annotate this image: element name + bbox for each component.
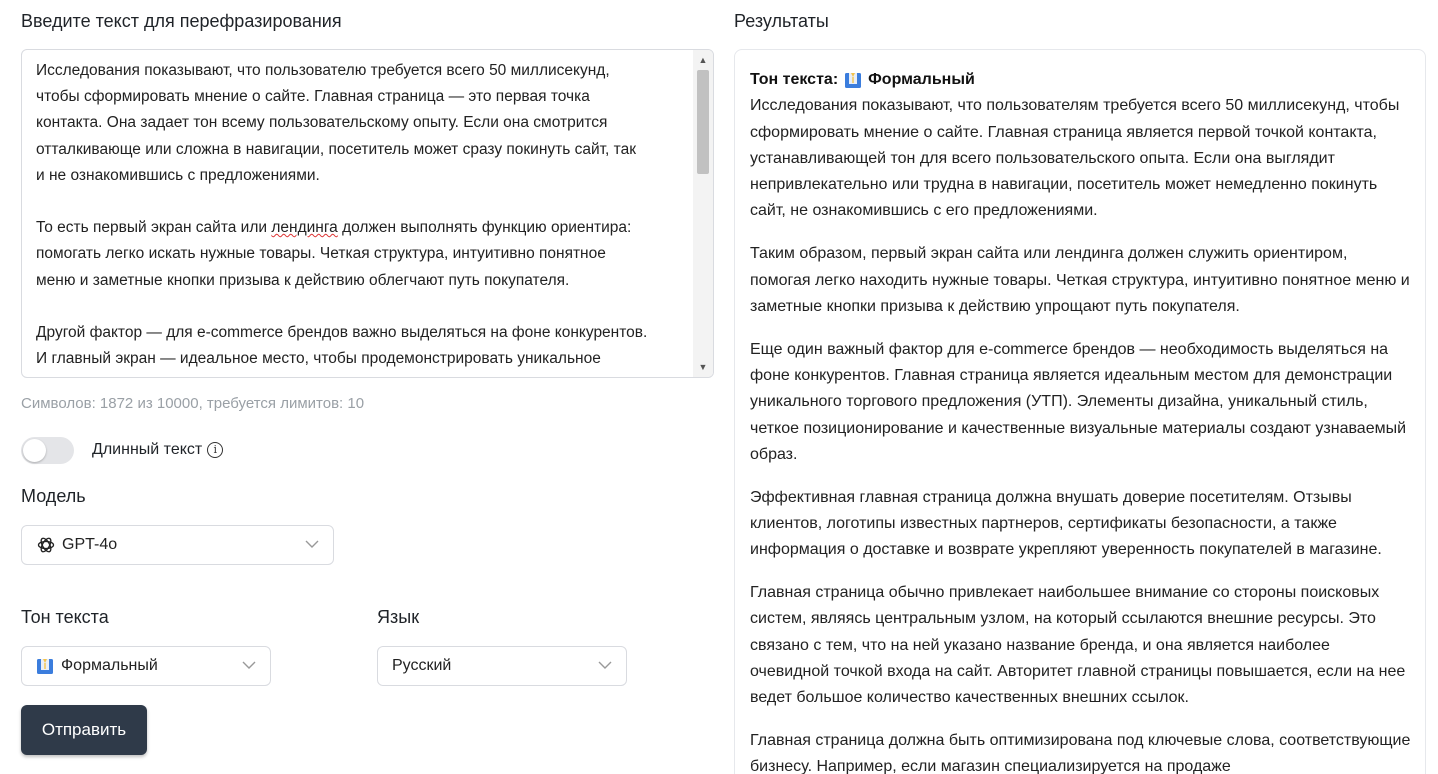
character-counter: Символов: 1872 из 10000, требуется лимитов: 10 [21,395,365,412]
language-title: Язык [377,607,420,627]
blue-folder-icon [36,657,54,675]
results-content [750,67,1412,774]
input-text-part: должен выполнять функцию ориентира: помогать легко искать нужные товары. Четкая структура, интуитивно понятное меню и заметные кнопки призыва к действию облегчают путь покупателя. Другой фактор — для e-commerce брендов важно выделяться на фоне конкурентов. И главный экран — идеальное место, чтобы продемонстрировать уникальное [36,219,648,368]
result-tone-value: Формальный [868,71,975,88]
input-title: Введите текст для перефразирования [21,11,342,31]
submit-button[interactable]: Отправить [21,705,147,755]
input-text-part: Исследования показывают, что пользователю требуется всего 50 миллисекунд, чтобы сформировать мнение о сайте. Главная страница — это первая точка контакта. Она задает тон всему пользовательскому опыту. Если она смотрится отталкивающе или сложна в навигации, посетитель может сразу покинуть сайт, так и не ознакомившись с предложениями. То есть первый экран сайта или [36,62,636,237]
result-paragraph: Эффективная главная страница должна внушать доверие посетителям. Отзывы клиентов, логотипы известных партнеров, сертификаты безопасности, а также информация о доставке и возврате укрепляют уверенность покупателей в магазине. [750,488,1382,559]
result-tone-label: Тон текста: [750,71,839,88]
language-select[interactable] [377,646,627,686]
model-title: Модель [21,486,86,506]
model-value: GPT-4o [62,536,118,553]
scroll-up-arrow-icon[interactable]: ▲ [698,55,708,65]
input-text[interactable] [36,58,686,372]
input-textarea[interactable] [21,49,714,378]
chevron-down-icon [242,658,256,672]
long-text-toggle[interactable] [21,437,74,464]
scroll-thumb[interactable] [697,70,709,174]
result-tone-line [750,67,1412,93]
results-title: Результаты [734,11,829,31]
result-paragraph: Еще один важный фактор для e-commerce брендов — необходимость выделяться на фоне конкурентов. Главная страница является идеальным местом для демонстрации уникального торгового предложения (УТП). Элементы дизайна, уникальный стиль, четкое позиционирование и качественные визуальные материалы создают узнаваемый образ. [750,340,1407,463]
textarea-scrollbar[interactable] [693,50,713,377]
result-paragraph: Главная страница должна быть оптимизирована под ключевые слова, соответствующие бизнесу. Например, если магазин специализируется на продаже [750,732,1411,774]
chevron-down-icon [598,658,612,672]
long-text-label: Длинный текст [92,441,203,458]
model-select[interactable] [21,525,334,565]
toggle-knob [23,439,46,462]
result-paragraph: Исследования показывают, что пользователям требуется всего 50 миллисекунд, чтобы сформировать мнение о сайте. Главная страница является первой точкой контакта, устанавливающей тон для всего пользовательского опыта. Если она выглядит непривлекательно или трудна в навигации, посетитель может немедленно покинуть сайт, не ознакомившись с его предложениями. [750,97,1400,220]
long-text-row [21,436,223,464]
results-panel [734,49,1426,774]
tone-value: Формальный [61,657,158,674]
result-paragraph: Главная страница обычно привлекает наибольшее внимание со стороны поисковых систем, являясь центральным узлом, на который ссылаются внешние ресурсы. Это связано с тем, что на ней указано название бренда, и она является наиболее очевидной точкой входа на сайт. Авторитет главной страницы повышается, если на нее ведет большое количество качественных внешних ссылок. [750,584,1406,707]
scroll-down-arrow-icon[interactable]: ▼ [698,362,708,372]
openai-icon [36,535,56,555]
language-value: Русский [392,657,452,674]
result-paragraph: Таким образом, первый экран сайта или лендинга должен служить ориентиром, помогая легко находить нужные товары. Четкая структура, интуитивно понятное меню и заметные кнопки призыва к действию упрощают путь покупателя. [750,245,1410,315]
info-icon[interactable]: i [207,442,223,458]
tone-select[interactable] [21,646,271,686]
blue-folder-icon [844,71,862,89]
chevron-down-icon [305,537,319,551]
misspelled-word: лендинга [271,219,338,237]
tone-title: Тон текста [21,607,109,627]
